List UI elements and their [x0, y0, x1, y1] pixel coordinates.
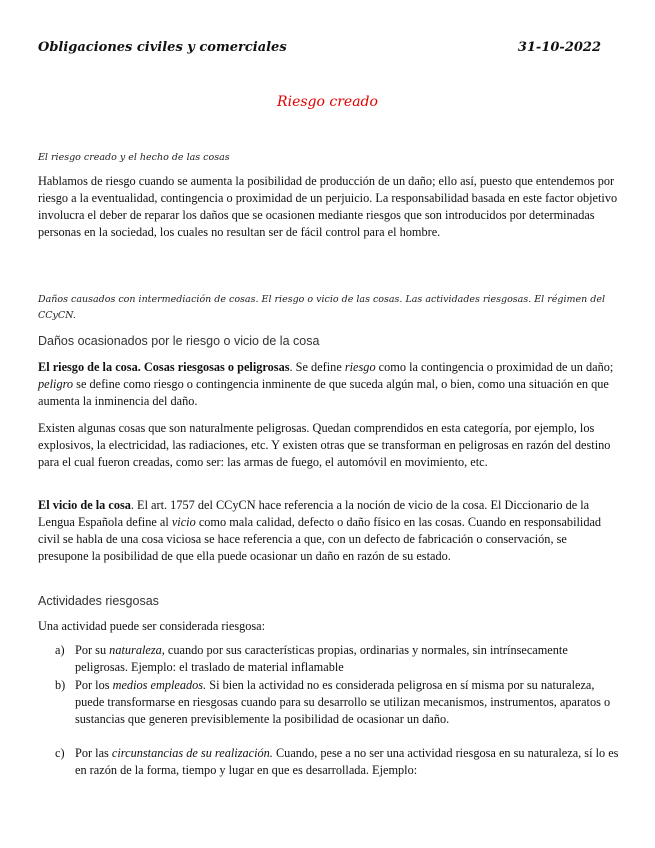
header-date: 31-10-2022: [517, 40, 601, 55]
text-fragment: Por su: [75, 643, 110, 657]
list-item-term: medios empleados.: [112, 678, 207, 692]
text-fragment: . El art. 1757 del CCyCN hace referencia a la noción de vicio de la cosa. El Diccionario de la Lengua Española define al: [38, 498, 590, 529]
list-item: [57, 677, 619, 728]
term-riesgo: riesgo: [344, 360, 376, 374]
list-item-term: naturaleza,: [109, 643, 165, 657]
text-fragment: como mala calidad, defecto o daño físico en las cosas. Cuando en responsabilidad civil se habla de una cosa viciosa se hace referencia a que, con un defecto de fabricación o conservación, se presupone la posibilidad de que ella puede ocasionar un daño en razón de su estado.: [38, 515, 602, 563]
term-peligro: peligro: [38, 377, 74, 391]
list-item-text: [75, 677, 619, 728]
heading-danos-ocasionados: Daños ocasionados por le riesgo o vicio de la cosa: [38, 334, 320, 348]
paragraph-actividad-intro: Una actividad puede ser considerada riesgosa:: [38, 619, 266, 633]
list-item-term: circunstancias de su realización.: [111, 746, 273, 760]
text-fragment: Por las: [75, 746, 112, 760]
subheading-danos-causados: Daños causados con intermediación de cosas. El riesgo o vicio de las cosas. Las actividades riesgosas. El régimen del CCyCN.: [38, 294, 606, 321]
paragraph-cosas-peligrosas: Existen algunas cosas que son naturalmente peligrosas. Quedan comprendidos en esta categoría, por ejemplo, los explosivos, la electricidad, las radiaciones, etc. Y existen otras que se transforman en peligrosas en razón del destino para el cual fueron creadas, como ser: las armas de fuego, el automóvil en movimiento, etc.: [38, 421, 611, 469]
text-fragment: como la contingencia o proximidad de un daño;: [375, 360, 614, 374]
header-course: Obligaciones civiles y comerciales: [38, 40, 287, 55]
text-fragment: . Se define: [289, 360, 345, 374]
subheading-riesgo-creado: El riesgo creado y el hecho de las cosas: [38, 152, 230, 163]
page-title: Riesgo creado: [277, 94, 378, 110]
paragraph-vicio-cosa: [38, 497, 620, 565]
text-fragment: se define como riesgo o contingencia inminente de que suceda algún mal, o bien, como una situación en que aumenta la inminencia del daño.: [38, 377, 609, 408]
list-marker: c): [55, 746, 65, 760]
paragraph-riesgo-cosa: [38, 359, 620, 410]
list-item-text: [75, 642, 619, 676]
text-fragment: Si bien la actividad no es considerada peligrosa en sí misma por su naturaleza, puede transformarse en riesgosas cuando para su desarrollo se utilizan mecanismos, instrumentos, aparatos o sustancias que generen previsiblemente la posibilidad de ocasionar un daño.: [75, 678, 611, 726]
list-marker: a): [55, 643, 65, 657]
term-riesgo-cosa: El riesgo de la cosa. Cosas riesgosas o peligrosas: [38, 360, 290, 374]
heading-actividades-riesgosas: Actividades riesgosas: [38, 594, 159, 608]
term-vicio-cosa: El vicio de la cosa: [38, 498, 131, 512]
text-fragment: Cuando, pese a no ser una actividad riesgosa en su naturaleza, sí lo es en razón de la forma, tiempo y lugar en que es desarrollada. Ejemplo:: [75, 746, 619, 777]
list-item: [57, 745, 619, 779]
text-fragment: cuando por sus características propias, ordinarias y normales, sin intrínsecamente peligrosas. Ejemplo: el traslado de material inflamable: [75, 643, 568, 674]
list-marker: b): [55, 678, 66, 692]
list-item: [57, 642, 619, 676]
term-vicio: vicio: [171, 515, 196, 529]
list-item-text: [75, 745, 619, 779]
text-fragment: Por los: [75, 678, 113, 692]
paragraph-intro: Hablamos de riesgo cuando se aumenta la posibilidad de producción de un daño; ello así, puesto que entendemos por riesgo a la eventualidad, contingencia o proximidad de un perjuicio. La responsabilidad basada en este factor objetivo involucra el deber de reparar los daños que se ocasionen mediante riesgos que son introducidos por determinadas personas en la sociedad, los cuales no resultan ser de fácil control para el hombre.: [38, 174, 618, 239]
